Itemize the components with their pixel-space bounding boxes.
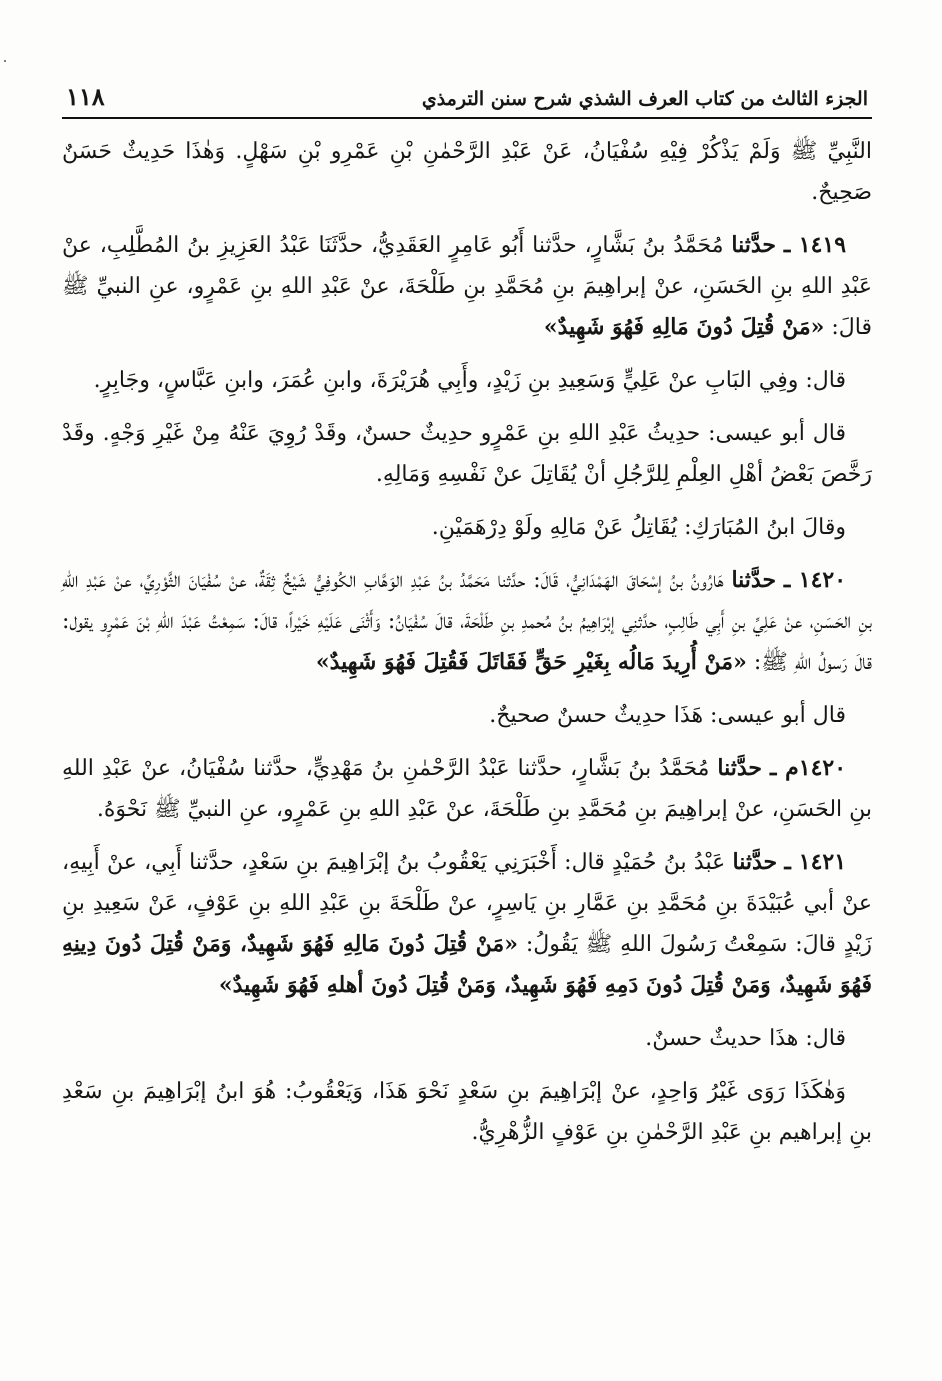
paragraph-continuation — [62, 131, 872, 213]
paragraph-text: النَّبِيِّ ﷺ وَلَمْ يَذْكُرْ فِيْهِ سُفْيَانُ، عَنْ عَبْدِ الرَّحْمٰنِ بْنِ عَمْرِو بْنِ سَهْلٍ. وَهٰذَا حَدِيثٌ حَسَنٌ صَحِيحٌ. — [62, 139, 872, 205]
paragraph-text: قال أبو عيسى: هَذَا حدِيثٌ حسنٌ صحيحٌ. — [489, 703, 846, 728]
hadith-1419 — [62, 225, 872, 348]
paragraph-text: وقالَ ابنُ المُبَارَكِ: يُقَاتِلُ عَنْ مَالِهِ ولَوْ دِرْهَمَيْنِ. — [431, 515, 846, 540]
paragraph-abu-isa-comment — [62, 413, 872, 495]
hadith-1421 — [62, 842, 872, 1006]
hadith-quote: «مَنْ قُتِلَ دُونَ مَالِهِ فَهُوَ شَهِيدٌ» — [543, 314, 825, 340]
hadith-chain: عَبْدُ بنُ حُمَيْدٍ قال: أَخْبَرَنِي يَعْقُوبُ بنُ إبْرَاهِيمَ بنِ سَعْدٍ، حدَّثنا أَبِي، عنْ أَبِيهِ، عنْ أبي عُبَيْدَةَ بنِ مُحَمَّدِ بنِ عَمَّارِ بنِ يَاسِرٍ، عنْ طَلْحَةَ بنِ عَبْدِ اللهِ بنِ عَوْفٍ، عَنْ سَعِيدِ بنِ زَيْدٍ قالَ: سَمِعْتُ رَسُولَ اللهِ ﷺ يَقُولُ: — [62, 850, 872, 957]
page-number: ١١٨ — [66, 82, 105, 111]
hadith-chain: هَارُونُ بنُ إسْحَاقَ الهَمْدَانِيُّ، قَالَ: حدَّثنا مَحَمَّدُ بنُ عَبْدِ الوَهَّابِ الكُوفِيُّ شَيْخٌ ثِقَةٌ، عنْ سُفْيَانَ الثَّوْرِيِّ، عنْ عَبْدِ اللهِ بنِ الحَسَنِ، عنْ عَلِيِّ بنِ أَبِي طَالِبٍ، حدَّثنِي إبْرَاهِيمُ بنُ مُحمدِ بنِ طَلْحَةَ، قالَ سُفْيَانُ: وَأَثْنَى عَلَيْهِ خَيْراً، قالَ: سَمِعْتُ عَبْدَ اللّٰهِ بْنَ عَمْرٍو يقول: قالَ رَسولُ اللهِ ﷺ: — [62, 568, 872, 675]
hadith-1420 — [62, 560, 872, 683]
book-page — [62, 82, 872, 1361]
running-header — [62, 82, 872, 117]
paragraph-text: قال: وفِي البَابِ عنْ عَلِيٍّ وَسَعِيدِ بنِ زَيْدٍ، وأَبِي هُرَيْرَةَ، وابنِ عُمَرَ، وابنِ عَبَّاسٍ، وجَابِرٍ. — [93, 368, 846, 393]
hadith-number: ١٤١٩ ـ — [783, 232, 847, 258]
hadith-number: ١٤٢٠م ـ — [770, 755, 847, 781]
paragraph-text: قال: هذَا حديثٌ حسنٌ. — [645, 1026, 846, 1051]
header-rule — [62, 117, 872, 119]
paragraph-ibn-mubarak — [62, 507, 872, 548]
hadith-chain: مُحَمَّدُ بنُ بَشَّارٍ، حدَّثنا أَبُو عَامِرٍ العَقَدِيُّ، حدَّثَنَا عَبْدُ العَزِيزِ بنُ المُطَّلِبِ، عنْ عَبْدِ اللهِ بنِ الحَسَنِ، عنْ إبراهِيمَ بنِ مُحَمَّدِ بنِ طَلْحَةَ، عنْ عَبْدِ اللهِ بنِ عَمْرٍو، عنِ النبيِّ ﷺ قالَ: — [62, 233, 872, 340]
hadith-keyword: حدَّثنا — [731, 567, 777, 593]
paragraph-chapter-note — [62, 360, 872, 401]
paragraph-grading-2 — [62, 1018, 872, 1059]
hadith-quote: «مَنْ أُرِيدَ مَالُه بِغَيْرِ حَقٍّ فَقَاتَلَ فَقُتِلَ فَهُوَ شَهِيدٌ» — [315, 649, 747, 675]
header-title: الجزء الثالث من كتاب العرف الشذي شرح سنن الترمذي — [421, 88, 868, 110]
hadith-number: ١٤٢١ ـ — [784, 849, 847, 875]
hadith-keyword: حدَّثنا — [732, 849, 778, 875]
hadith-quote: «مَنْ قُتِلَ دُونَ مَالِهِ فَهُوَ شَهِيدٌ، وَمَنْ قُتِلَ دُونَ دِينِهِ فَهُوَ شَهِيدٌ، وَمَنْ قُتِلَ دُونَ دَمِهِ فَهُوَ شَهِيدٌ، وَمَنْ قُتِلَ دُونَ أهلهِ فَهُوَ شَهِيدٌ» — [62, 931, 872, 998]
hadith-1420m — [62, 748, 872, 830]
paragraph-grading — [62, 695, 872, 736]
paragraph-closing-note — [62, 1071, 872, 1153]
hadith-chain: مُحَمَّدُ بنُ بَشَّارٍ، حدَّثنا عَبْدُ الرَّحْمٰنِ بنُ مَهْدِيٍّ، حدَّثنا سُفْيَانُ، عنْ عَبْدِ اللهِ بنِ الحَسَنِ، عنْ إبراهِيمَ بنِ مُحَمَّدِ بنِ طَلْحَةَ، عنْ عَبْدِ اللهِ بنِ عَمْرٍو، عنِ النبيِّ ﷺ نَحْوَهُ. — [62, 756, 872, 822]
paragraph-text: وَهٰكَذَا رَوَى غَيْرُ وَاحِدٍ، عنْ إبْرَاهِيمَ بنِ سَعْدٍ نَحْوَ هَذَا، وَيَعْقُوبُ: هُوَ ابنُ إبْرَاهِيمَ بنِ سَعْدِ بنِ إبراهيم بنِ عَبْدِ الرَّحْمٰنِ بنِ عَوْفٍ الزُّهْرِيُّ. — [62, 1079, 872, 1145]
hadith-keyword: حدَّثنا — [717, 755, 763, 781]
hadith-number: ١٤٢٠ ـ — [783, 567, 847, 593]
hadith-keyword: حدَّثنا — [731, 232, 776, 258]
scan-mark — [4, 60, 6, 62]
paragraph-text: قال أبو عيسى: حدِيثُ عَبْدِ اللهِ بنِ عَمْرٍو حدِيثٌ حسنٌ، وقَدْ رُوِيَ عَنْهُ مِنْ غَيْرِ وَجْهٍ. وقَدْ رَخَّصَ بَعْضُ أهْلِ العِلْمِ لِلرَّجُلِ أنْ يُقَاتِلَ عنْ نَفْسِهِ وَمَالِهِ. — [62, 421, 872, 487]
